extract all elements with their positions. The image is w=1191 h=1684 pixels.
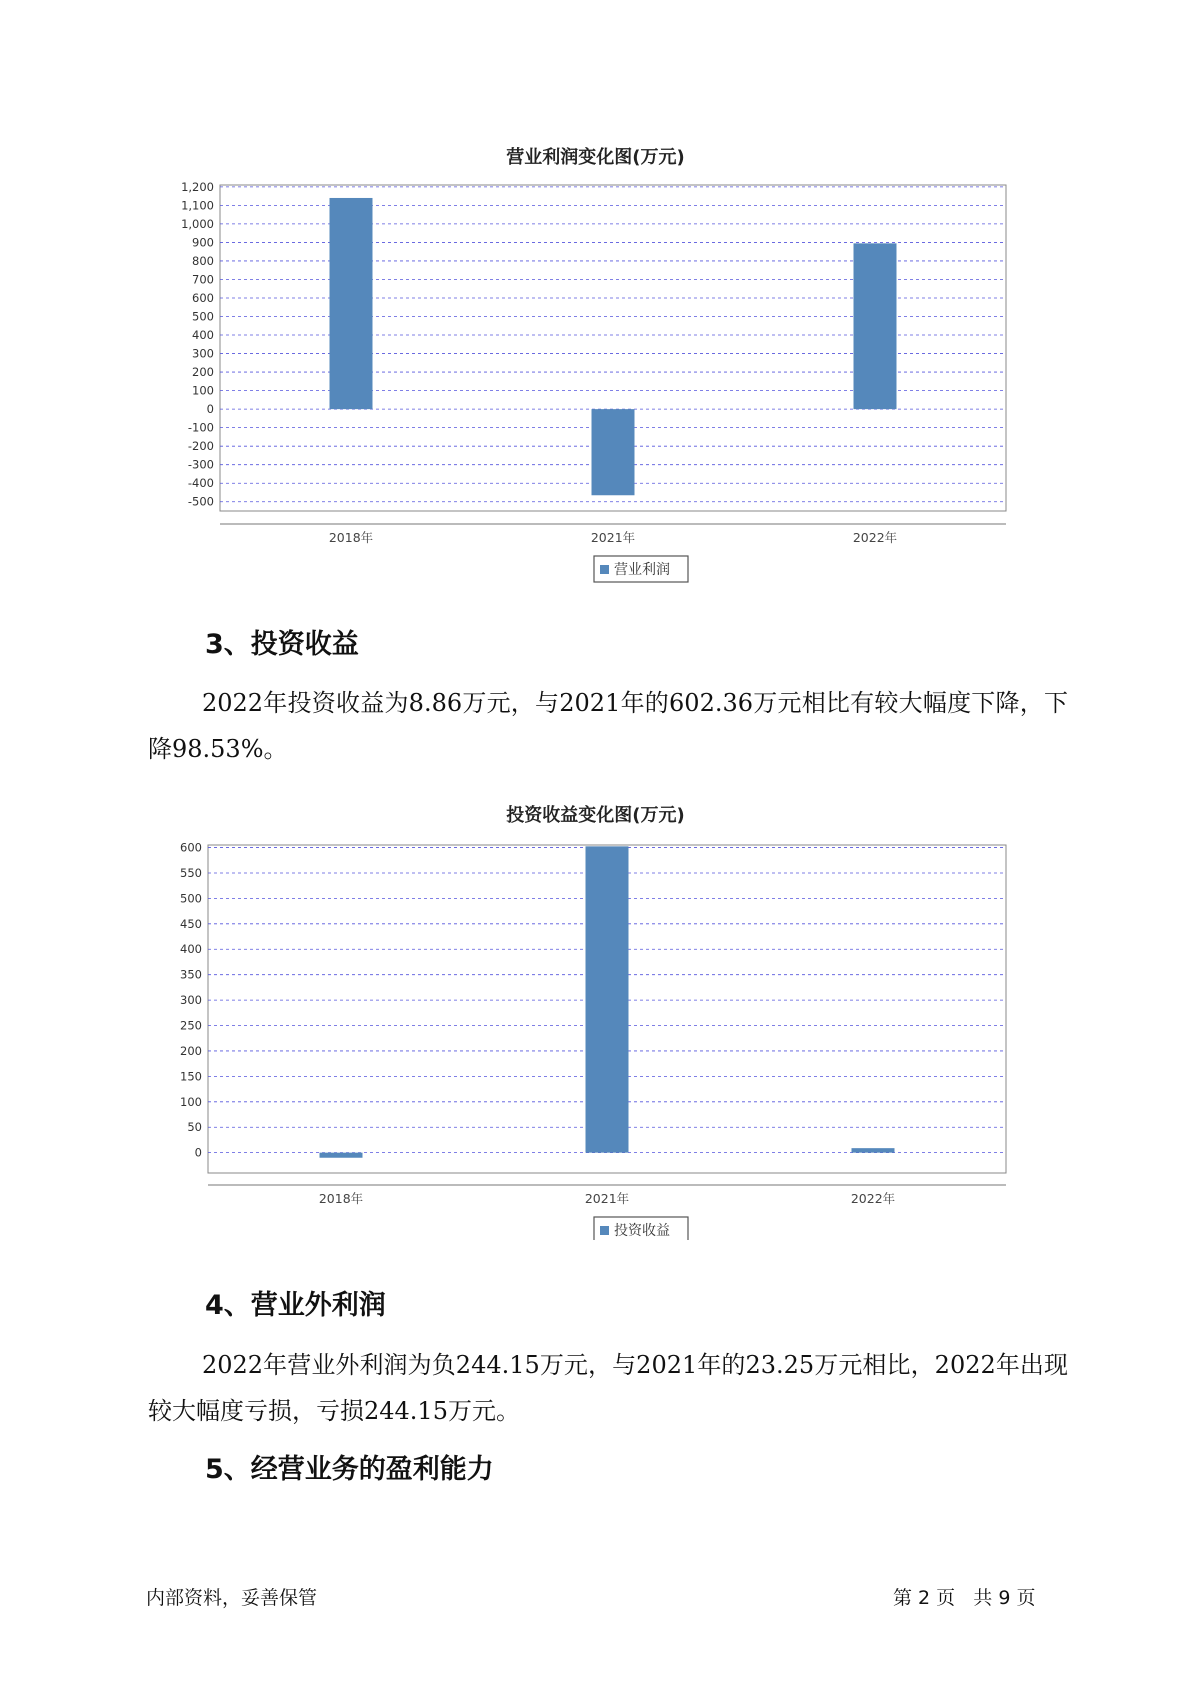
chart1-y-tick-label: 400	[192, 328, 214, 343]
chart2-bar-2	[586, 846, 629, 1152]
chart2-bar-3	[852, 1148, 895, 1153]
chart1-bar-1	[330, 198, 373, 409]
chart1-bar-3	[854, 243, 897, 409]
chart1-y-tick-label: 0	[206, 402, 214, 417]
chart2-y-tick-label: 600	[180, 840, 202, 855]
investment-income-chart	[0, 820, 1191, 1240]
chart2-y-tick-label: 0	[194, 1145, 202, 1160]
chart2-y-tick-label: 50	[187, 1120, 202, 1135]
chart1-x-tick-label: 2021年	[590, 530, 636, 545]
chart2-y-tick-label: 550	[180, 865, 202, 880]
chart1-y-tick-label: 300	[192, 346, 214, 361]
chart2-legend-swatch	[600, 1226, 609, 1235]
chart1-y-tick-label: -300	[187, 457, 214, 472]
chart1-y-tick-label: -400	[187, 476, 214, 491]
chart1-y-tick-label: 600	[192, 290, 214, 305]
chart1-bar-2	[592, 409, 635, 495]
chart1-y-tick-label: 1,100	[181, 198, 214, 213]
chart1-y-tick-label: -200	[187, 439, 214, 454]
chart1-x-tick-label: 2018年	[328, 530, 374, 545]
chart1-y-tick-label: -500	[187, 494, 214, 509]
footer-page-number: 第 2 页 共 9 页	[893, 1587, 1036, 1609]
section5-heading: 5、经营业务的盈利能力	[205, 1454, 494, 1485]
chart1-y-tick-label: 500	[192, 309, 214, 324]
chart1-y-tick-label: 100	[192, 383, 214, 398]
chart2-x-tick-label: 2018年	[318, 1191, 364, 1206]
chart2-y-tick-label: 100	[180, 1094, 202, 1109]
chart2-y-tick-label: 200	[180, 1043, 202, 1058]
chart2-y-tick-label: 450	[180, 916, 202, 931]
chart1-y-tick-label: 1,000	[181, 216, 214, 231]
chart2-y-tick-label: 350	[180, 967, 202, 982]
chart2-y-tick-label: 400	[180, 942, 202, 957]
chart2-title: 投资收益变化图(万元)	[506, 805, 685, 826]
chart2-y-tick-label: 300	[180, 993, 202, 1008]
chart1-title: 营业利润变化图(万元)	[506, 147, 685, 168]
chart1-legend-label: 营业利润	[614, 562, 670, 578]
chart2-x-tick-label: 2022年	[850, 1191, 896, 1206]
chart2-y-tick-label: 150	[180, 1069, 202, 1084]
chart1-y-tick-label: 200	[192, 365, 214, 380]
chart1-y-tick-label: 700	[192, 272, 214, 287]
chart1-y-tick-label: -100	[187, 420, 214, 435]
chart2-legend-label: 投资收益	[614, 1223, 670, 1239]
section4-paragraph: 2022年营业外利润为负244.15万元，与2021年的23.25万元相比，2022年出现较大幅度亏损，亏损244.15万元。	[148, 1351, 1068, 1425]
section3-paragraph: 2022年投资收益为8.86万元，与2021年的602.36万元相比有较大幅度下降，下降98.53%。	[148, 689, 1068, 763]
operating-profit-chart	[0, 160, 1191, 590]
chart1-legend-swatch	[600, 565, 609, 574]
chart2-y-tick-label: 250	[180, 1018, 202, 1033]
chart1-y-tick-label: 800	[192, 253, 214, 268]
chart2-x-tick-label: 2021年	[584, 1191, 630, 1206]
chart1-x-tick-label: 2022年	[852, 530, 898, 545]
section3-heading: 3、投资收益	[205, 629, 359, 660]
chart2-bar-1	[320, 1153, 363, 1158]
chart1-y-tick-label: 900	[192, 235, 214, 250]
footer-confidential-note: 内部资料，妥善保管	[146, 1587, 318, 1609]
chart2-y-tick-label: 500	[180, 891, 202, 906]
section4-heading: 4、营业外利润	[205, 1290, 386, 1321]
chart1-y-tick-label: 1,200	[181, 179, 214, 194]
